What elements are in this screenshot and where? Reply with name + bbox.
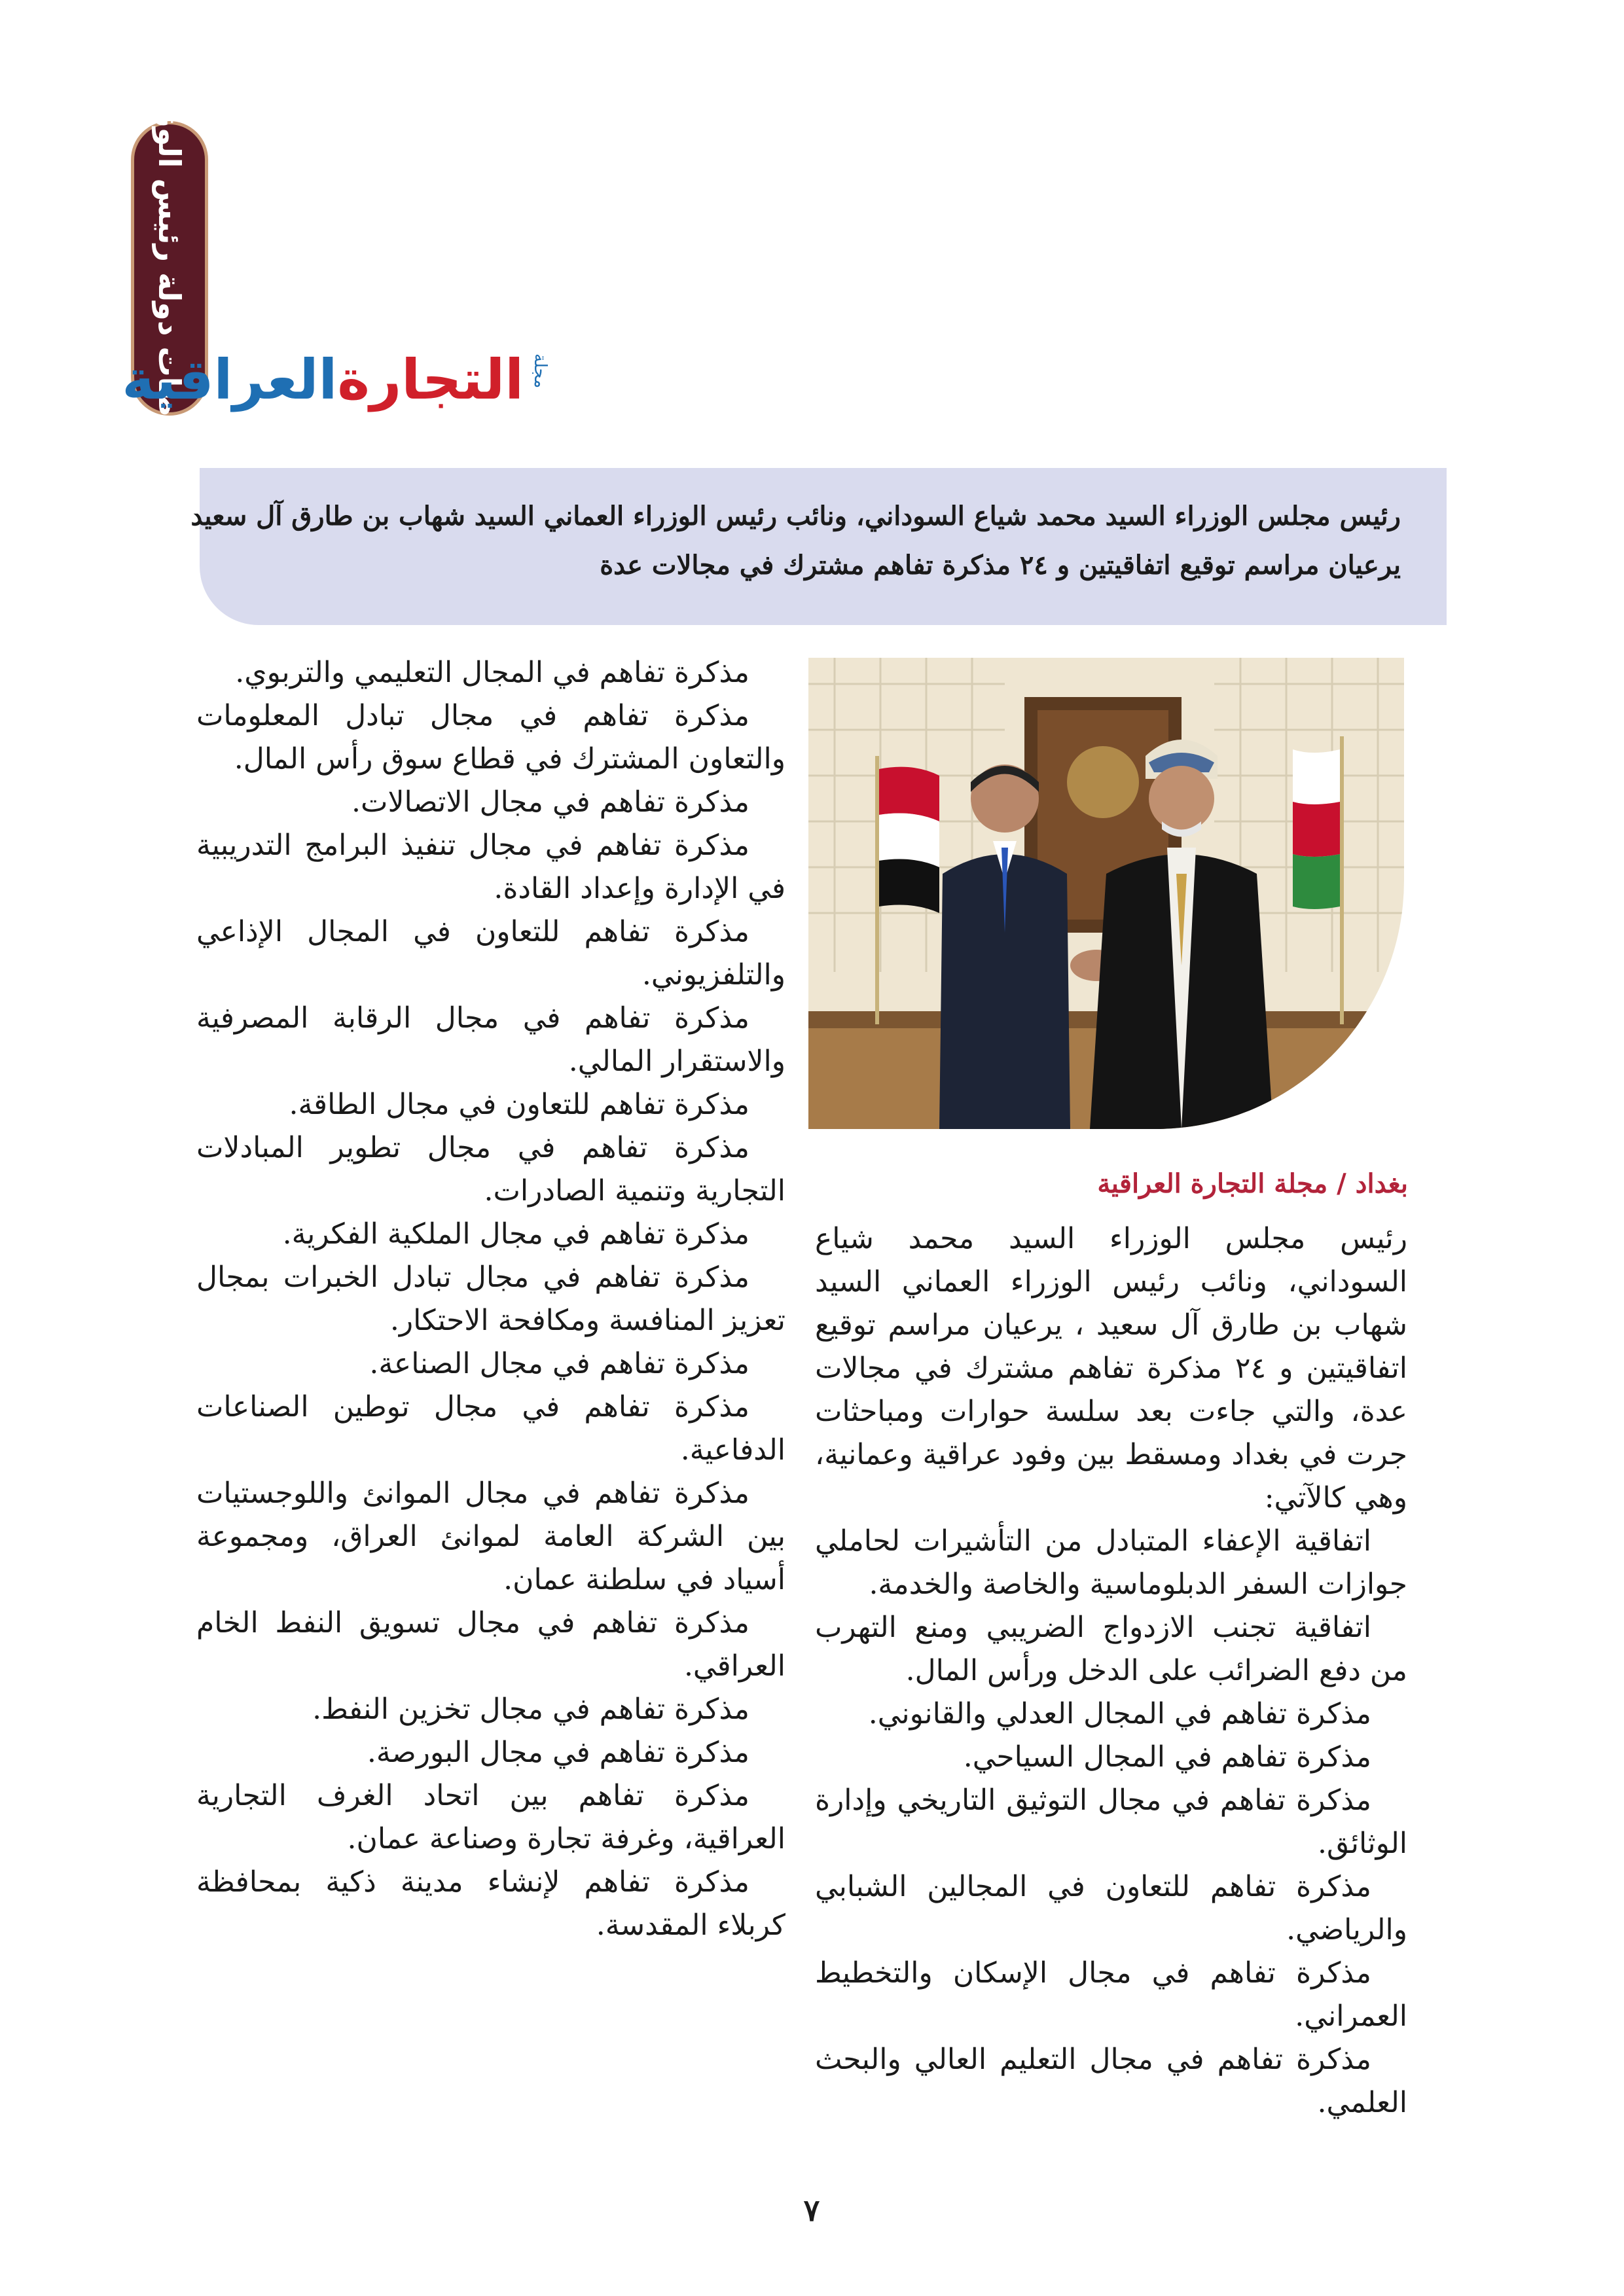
- header-line-2: يرعيان مراسم توقيع اتفاقيتين و ٢٤ مذكرة تفاهم مشترك في مجالات عدة: [600, 550, 1401, 581]
- mou-item: مذكرة تفاهم في مجال تبادل الخبرات بمجال تعزيز المنافسة ومكافحة الاحتكار.: [196, 1261, 785, 1337]
- mou-item: مذكرة تفاهم للتعاون في المجال الإذاعي والتلفزيوني.: [196, 915, 785, 992]
- magazine-logo: [122, 340, 550, 419]
- mou-item: مذكرة تفاهم في المجال السياحي.: [963, 1740, 1371, 1774]
- mou-item: مذكرة تفاهم في مجال التوثيق التاريخي وإدارة الوثائق.: [815, 1784, 1407, 1860]
- mou-item: مذكرة تفاهم للتعاون في المجالين الشبابي والرياضي.: [815, 1870, 1407, 1946]
- mou-item: مذكرة تفاهم في مجال الإسكان والتخطيط العمراني.: [815, 1956, 1407, 2033]
- logo-title-red: التجارة: [337, 348, 524, 412]
- agreement-item: اتفاقية الإعفاء المتبادل من التأشيرات لحاملي جوازات السفر الدبلوماسية والخاصة والخدمة.: [815, 1524, 1407, 1601]
- mou-item: مذكرة تفاهم في مجال تنفيذ البرامج التدريبية في الإدارة وإعداد القادة.: [196, 829, 785, 905]
- left-column: [196, 651, 785, 1947]
- mou-item: مذكرة تفاهم في مجال الاتصالات.: [352, 785, 749, 819]
- mou-item: مذكرة تفاهم في مجال الموانئ واللوجستيات بين الشركة العامة لموانئ العراق، ومجموعة أسياد في سلطنة عمان.: [196, 1477, 785, 1596]
- mou-item: مذكرة تفاهم في مجال البورصة.: [367, 1736, 749, 1769]
- mou-item: مذكرة تفاهم في مجال تخزين النفط.: [312, 1693, 749, 1726]
- mou-item: مذكرة تفاهم لإنشاء مدينة ذكية بمحافظة كربلاء المقدسة.: [196, 1865, 785, 1942]
- mou-item: مذكرة تفاهم في مجال الصناعة.: [369, 1347, 749, 1380]
- agreement-item: اتفاقية تجنب الازدواج الضريبي ومنع التهرب من دفع الضرائب على الدخل ورأس المال.: [815, 1611, 1407, 1687]
- right-column: [815, 1217, 1407, 2125]
- article-photo: [808, 658, 1404, 1129]
- mou-item: مذكرة تفاهم للتعاون في مجال الطاقة.: [289, 1088, 749, 1121]
- mou-item: مذكرة تفاهم في مجال توطين الصناعات الدفاعية.: [196, 1390, 785, 1467]
- logo-small-label: مجلة: [530, 353, 550, 389]
- mou-item: مذكرة تفاهم في مجال الرقابة المصرفية والاستقرار المالي.: [196, 1001, 785, 1078]
- logo-title-blue: العراقية: [122, 348, 338, 412]
- mou-item: مذكرة تفاهم في مجال التعليم العالي والبحث العلمي.: [815, 2043, 1407, 2119]
- mou-item: مذكرة تفاهم في مجال الملكية الفكرية.: [282, 1217, 749, 1251]
- intro-paragraph: رئيس مجلس الوزراء السيد محمد شياع السوداني، ونائب رئيس الوزراء العماني السيد شهاب بن طارق آل سعيد ، يرعيان مراسم توقيع اتفاقيتين و ٢٤ مذكرة تفاهم مشترك في مجالات عدة، والتي جاءت بعد سلسة حوارات ومباحثات جرت في بغداد ومسقط بين وفود عراقية وعمانية، وهي كالآتي:: [815, 1222, 1407, 1515]
- article-byline: بغداد / مجلة التجارة العراقية: [1097, 1168, 1408, 1199]
- mou-item: مذكرة تفاهم في مجال تطوير المبادلات التجارية وتنمية الصادرات.: [196, 1131, 785, 1208]
- mou-item: مذكرة تفاهم في المجال العدلي والقانوني.: [868, 1697, 1371, 1731]
- logo-title: [122, 340, 524, 419]
- header-line-1: رئيس مجلس الوزراء السيد محمد شياع السوداني، ونائب رئيس الوزراء العماني السيد شهاب بن طارق آل سعيد: [190, 501, 1401, 531]
- mou-item: مذكرة تفاهم في مجال تبادل المعلومات والتعاون المشترك في قطاع سوق رأس المال.: [196, 699, 785, 776]
- article-header: [190, 468, 1447, 625]
- mou-item: مذكرة تفاهم بين اتحاد الغرف التجارية العراقية، وغرفة تجارة وصناعة عمان.: [196, 1779, 785, 1856]
- page-number: ٧: [803, 2193, 820, 2228]
- mou-item: مذكرة تفاهم في المجال التعليمي والتربوي.: [235, 656, 749, 689]
- section-tab-label: نشاطات دولة رئيس الوزراء: [152, 67, 187, 470]
- mou-item: مذكرة تفاهم في مجال تسويق النفط الخام العراقي.: [196, 1606, 785, 1683]
